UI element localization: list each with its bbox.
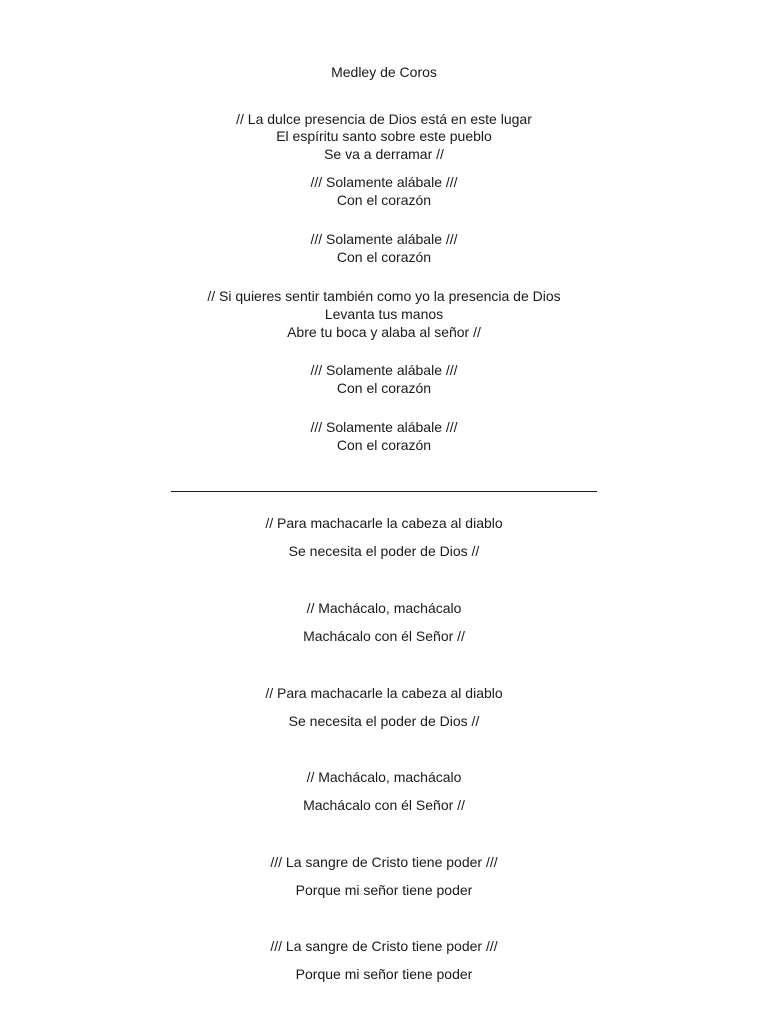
section-divider	[171, 491, 597, 492]
lyric-line: /// Solamente alábale ///	[310, 174, 458, 190]
lyric-line: /// Solamente alábale ///	[310, 362, 458, 378]
lyric-line: Con el corazón	[336, 437, 432, 453]
lyric-line: // Para machacarle la cabeza al diablo	[265, 685, 503, 701]
lyric-line: Machácalo con él Señor //	[303, 628, 465, 644]
lyric-line: // Para machacarle la cabeza al diablo	[265, 515, 503, 531]
lyric-line: El espíritu santo sobre este pueblo	[276, 128, 492, 144]
lyric-line: // Machácalo, machácalo	[306, 769, 462, 785]
lyric-line: /// La sangre de Cristo tiene poder ///	[270, 854, 498, 870]
lyric-line: // Si quieres sentir también como yo la presencia de Dios	[207, 288, 561, 304]
lyric-line: // La dulce presencia de Dios está en este lugar	[236, 111, 532, 127]
lyric-line: /// Solamente alábale ///	[310, 231, 458, 247]
document-title: Medley de Coros	[331, 64, 437, 80]
lyric-line: Abre tu boca y alaba al señor //	[287, 324, 481, 340]
lyric-line: Se va a derramar //	[324, 146, 444, 162]
lyric-line: Con el corazón	[336, 192, 432, 208]
lyric-line: Levanta tus manos	[324, 306, 444, 322]
lyric-line: Se necesita el poder de Dios //	[288, 543, 480, 559]
lyric-line: Con el corazón	[336, 249, 432, 265]
lyric-line: Porque mi señor tiene poder	[295, 966, 473, 982]
lyric-line: Porque mi señor tiene poder	[295, 882, 473, 898]
lyric-line: /// Solamente alábale ///	[310, 419, 458, 435]
lyric-line: Machácalo con él Señor //	[303, 797, 465, 813]
lyric-line: Se necesita el poder de Dios //	[288, 713, 480, 729]
lyric-line: Con el corazón	[336, 380, 432, 396]
lyric-line: /// La sangre de Cristo tiene poder ///	[270, 938, 498, 954]
lyric-line: // Machácalo, machácalo	[306, 600, 462, 616]
